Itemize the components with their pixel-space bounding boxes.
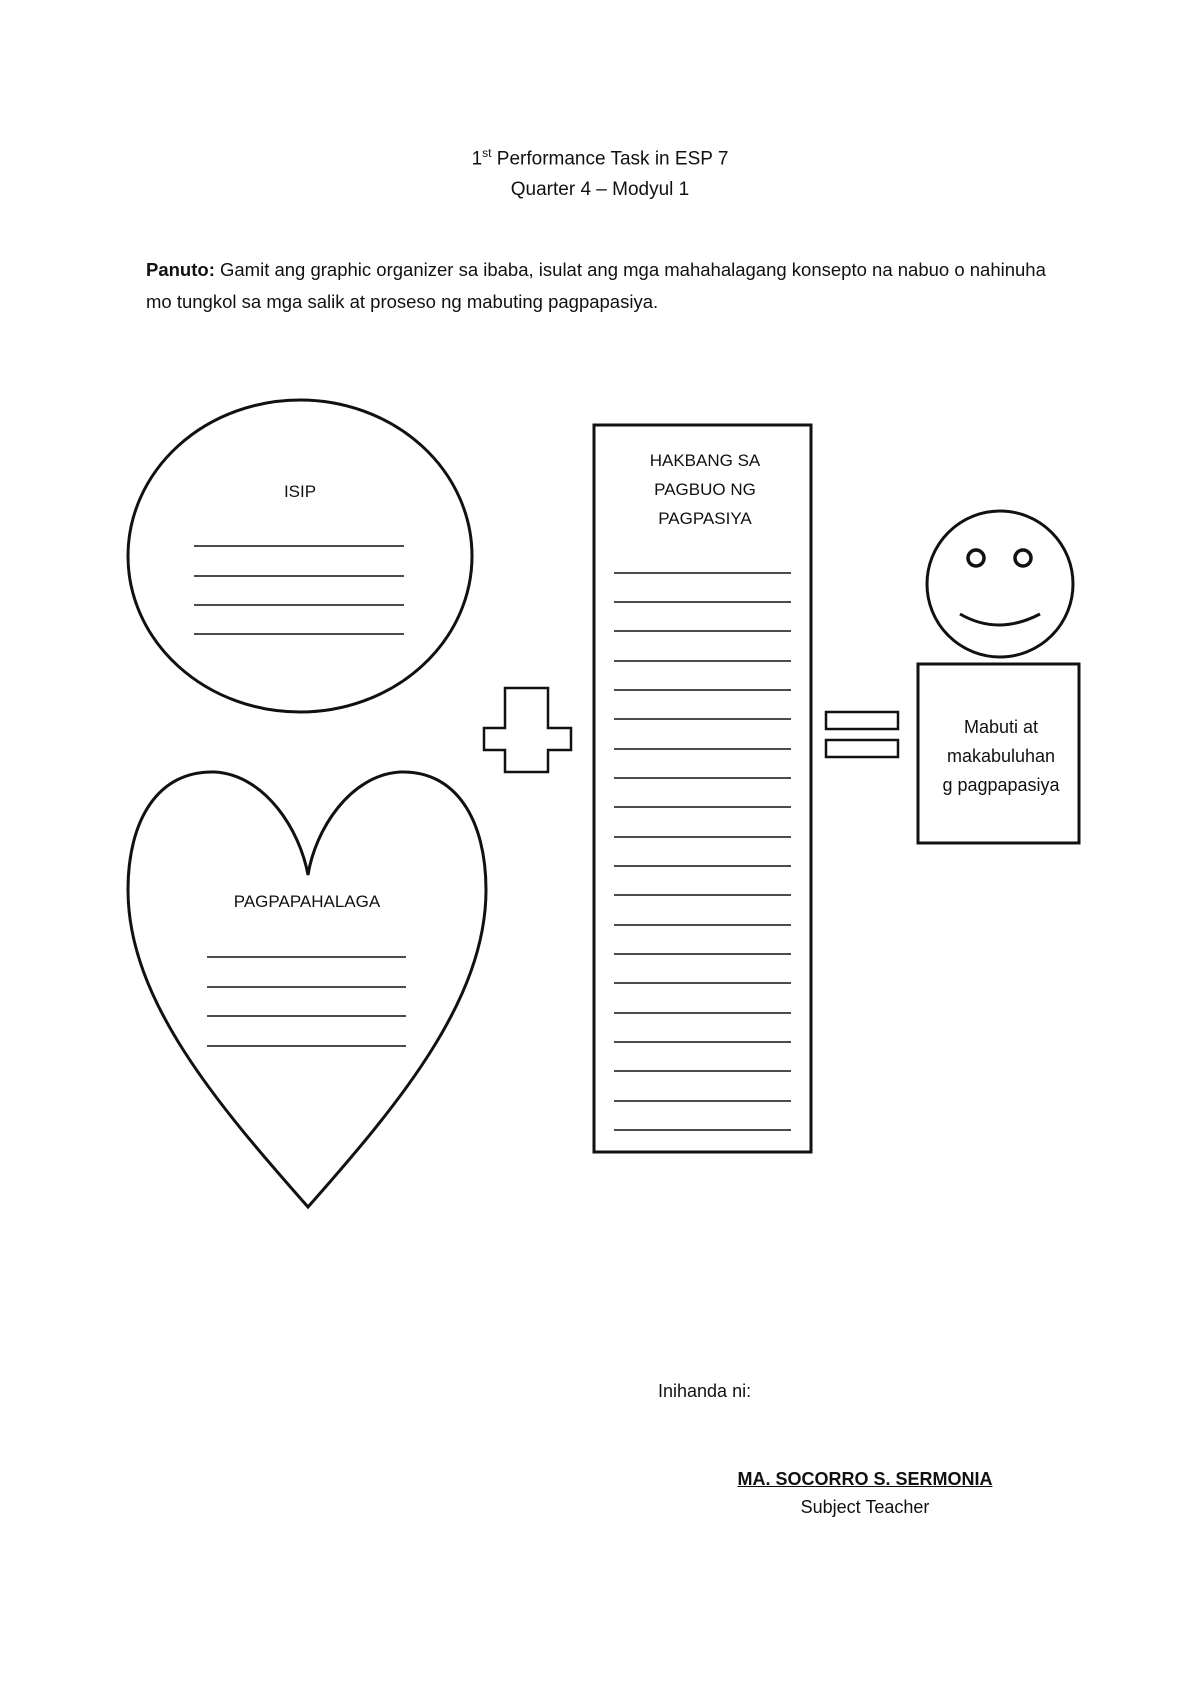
title-superscript: st bbox=[482, 146, 492, 160]
steps-title bbox=[594, 446, 816, 533]
document-subtitle: Quarter 4 – Modyul 1 bbox=[510, 179, 690, 200]
teacher-role: Subject Teacher bbox=[800, 1497, 930, 1517]
steps-title-line: PAGPASIYA bbox=[658, 509, 752, 528]
equals-sign-icon bbox=[826, 712, 898, 757]
prepared-by: Inihanda ni: bbox=[658, 1381, 752, 1401]
title-rest: Performance Task in ESP 7 bbox=[491, 148, 729, 170]
pagpapahalaga-label: PAGPAPAHALAGA bbox=[233, 892, 381, 911]
teacher-name: MA. SOCORRO S. SERMONIA bbox=[737, 1469, 993, 1489]
isip-answer-lines bbox=[194, 546, 404, 634]
steps-title-line: PAGBUO NG bbox=[654, 480, 756, 499]
title-number: 1 bbox=[471, 148, 483, 170]
result-line: Mabuti at bbox=[963, 717, 1039, 737]
plus-sign-icon bbox=[484, 688, 571, 772]
result-line: g pagpapasiya bbox=[942, 775, 1060, 795]
pagpapahalaga-heart bbox=[128, 772, 486, 1207]
steps-answer-lines bbox=[614, 573, 791, 1130]
isip-circle bbox=[128, 400, 472, 712]
pagpapahalaga-answer-lines bbox=[207, 957, 406, 1046]
result-text bbox=[921, 713, 1081, 800]
instructions-text: Gamit ang graphic organizer sa ibaba, isulat ang mga mahahalagang konsepto na nabuo o nahinuha mo tungkol sa mga salik at proseso ng mabuting pagpapasiya. bbox=[146, 259, 1046, 312]
steps-box bbox=[594, 425, 811, 1152]
isip-label: ISIP bbox=[283, 482, 317, 501]
instructions-label: Panuto: bbox=[146, 259, 215, 280]
result-line: makabuluhan bbox=[946, 746, 1056, 766]
smiley-face-icon bbox=[927, 511, 1073, 657]
steps-title-line: HAKBANG SA bbox=[649, 451, 761, 470]
